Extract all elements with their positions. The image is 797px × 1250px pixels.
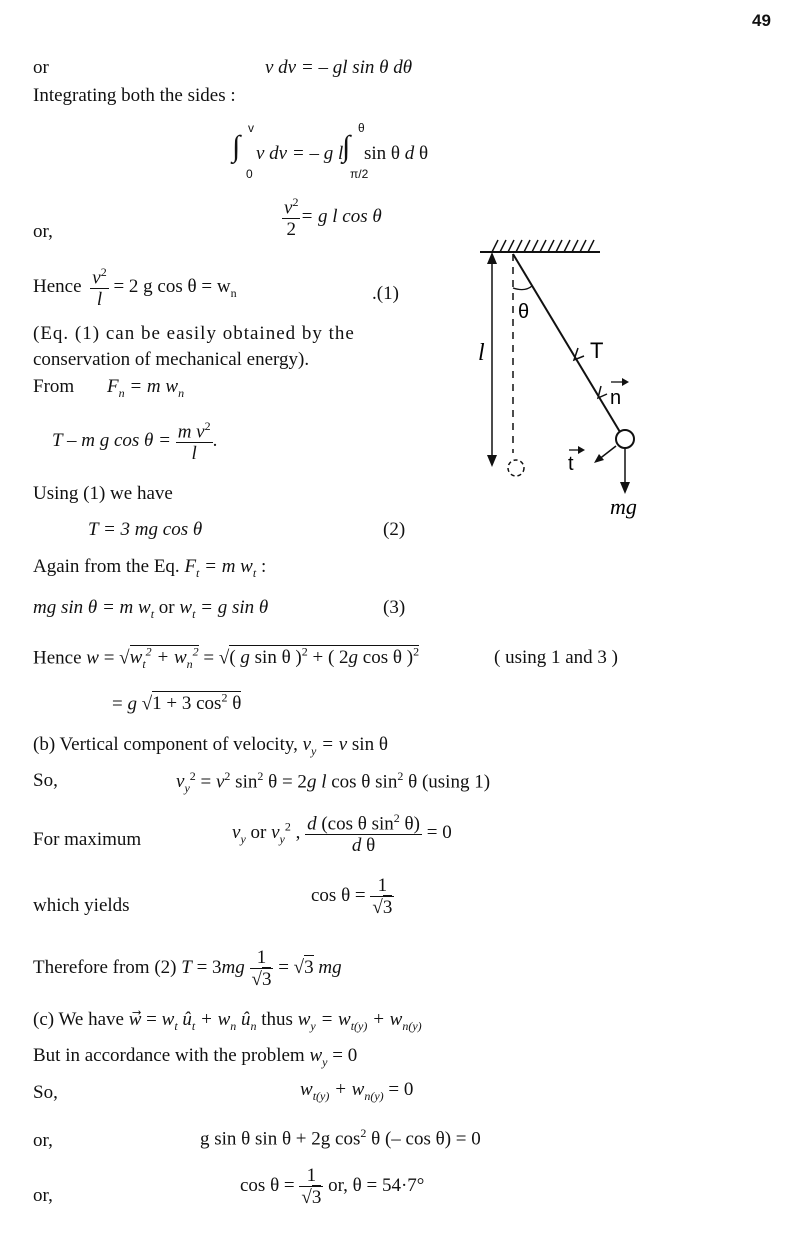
cos-theta-result: cos θ = $\frac{1}{√3}$ bbox=[311, 875, 393, 918]
again-line: Again from the Eq. $F_t = m$ $w_t$ : bbox=[33, 556, 267, 580]
from-label: From bbox=[33, 376, 75, 397]
therefore-equation: Therefore from (2) T = 3mg $\frac{1}{√3}$ = √3 mg bbox=[33, 947, 342, 990]
label-t: t bbox=[568, 453, 574, 475]
hence-equation-1: Hence $\frac{v^2}{l}$ = 2 g $\cos \theta = w_n$ bbox=[33, 265, 237, 311]
note-line-1: (Eq. (1) can be easily obtained by the bbox=[33, 323, 355, 344]
note-line-2: conservation of mechanical energy). bbox=[33, 349, 310, 370]
label-T: T bbox=[590, 338, 604, 363]
label-n: n bbox=[610, 387, 622, 409]
pendulum-string bbox=[513, 254, 620, 432]
label-theta: θ bbox=[518, 301, 530, 323]
integral-equation: v 0 ∫ v dv = – g l ∫ θ π/2 sin θ d θ bbox=[232, 121, 429, 181]
eq3-tag: (3) bbox=[383, 597, 406, 618]
for-maximum-label: For maximum bbox=[33, 829, 142, 850]
so-label-2: So, bbox=[33, 1082, 58, 1103]
component-equation: g sin θ sin θ + 2g $\cos^2 \theta$ (– cos θ) = 0 bbox=[200, 1126, 481, 1150]
or-label-1: or bbox=[33, 57, 49, 78]
page-number: 49 bbox=[752, 11, 771, 30]
final-answer: cos θ = $\frac{1}{√3}$ or, θ = 54·7° bbox=[240, 1165, 425, 1208]
using-1-and-3: ( using 1 and 3 ) bbox=[494, 647, 619, 668]
wty-equation: $w_{t(y)} + w_{n(y)} = 0$ bbox=[300, 1079, 414, 1103]
which-yields-label: which yields bbox=[33, 895, 130, 916]
or-label-5: or, bbox=[33, 1185, 53, 1206]
lowest-position-bob bbox=[508, 460, 524, 476]
pendulum-diagram bbox=[470, 238, 660, 538]
eq1-tag: .(1) bbox=[372, 283, 399, 304]
using-1-text: Using (1) we have bbox=[33, 483, 173, 504]
eq2-tag: (2) bbox=[383, 519, 406, 540]
part-c-line: (c) We have w⃗ = $w_t$ $û_t + w_n$ $û_n$ thus $w_y = w_{t(y)} + w_{n(y)}$ bbox=[33, 1009, 422, 1033]
or-label-4: or, bbox=[33, 1130, 53, 1151]
mg-line: mg sin θ = m $w_t$ or $w_t = g$ sin θ bbox=[33, 597, 269, 621]
vy-squared-equation: $v_y^2 = v^2$ $\sin^2 \theta = 2g$ l cos θ $\sin^2 \theta$ (using 1) bbox=[176, 769, 491, 796]
part-b-line: (b) Vertical component of velocity, $v_y = v$ sin θ bbox=[33, 734, 388, 758]
equation-vdv: v dv = – gl sin θ dθ bbox=[265, 57, 413, 78]
tension-result: T = 3 mg cos θ bbox=[88, 519, 203, 540]
but-line: But in accordance with the problem $w_y = 0$ bbox=[33, 1045, 358, 1069]
theta-arc bbox=[513, 286, 532, 290]
from-equation: $F_n = m$ $w_n$ bbox=[107, 376, 185, 400]
so-label-1: So, bbox=[33, 770, 58, 791]
w-simplified: = g √1 + 3 $\cos^2 \theta$ bbox=[112, 691, 242, 715]
hence-w-equation: Hence $w = √w_t^2 + w_n^2$ = √( g sin θ )$^2$ + ( 2g cos θ )$^2$ bbox=[33, 645, 420, 672]
equation-v2-over-2: $\frac{v^2}{2}$ = g l cos θ bbox=[284, 195, 382, 241]
label-mg: mg bbox=[610, 494, 637, 519]
integrating-text: Integrating both the sides : bbox=[33, 85, 236, 106]
ceiling-hatch bbox=[492, 240, 594, 252]
or-label-2: or, bbox=[33, 221, 53, 242]
pendulum-bob bbox=[616, 430, 634, 448]
maximum-condition: $v_y$ or $v_y^2$ , $\frac{d (\cos \theta \sin^2 \theta)}{\text{d θ}}$ = 0 bbox=[232, 811, 452, 857]
label-l: l bbox=[478, 340, 485, 366]
tension-equation: T – m g cos θ = $\frac{m v^2}{l}$ . bbox=[52, 419, 218, 465]
